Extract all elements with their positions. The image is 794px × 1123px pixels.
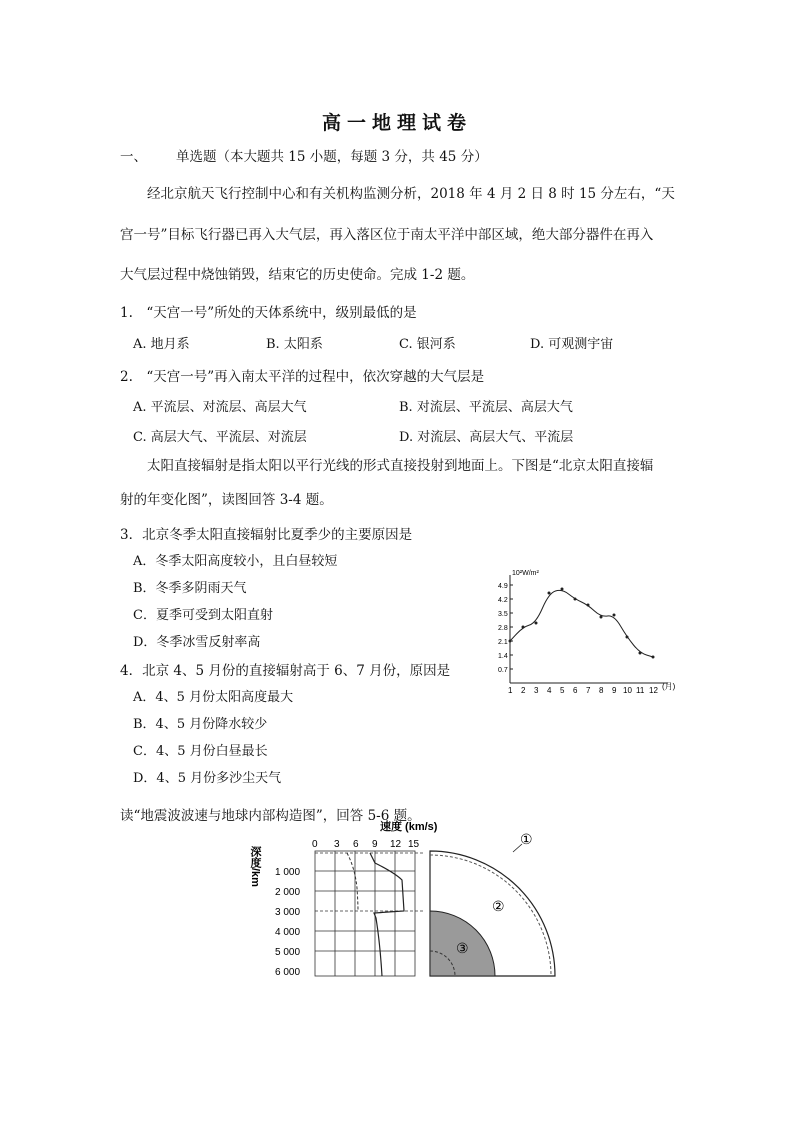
section-text: 单选题（本大题共 15 小题，每题 3 分，共 45 分）	[176, 149, 488, 165]
question-3-option-a[interactable]: A．冬季太阳高度较小，且白昼较短	[133, 554, 338, 569]
chart-data-point	[626, 636, 629, 639]
velocity-grid	[315, 851, 415, 976]
chart-x-tick-label: 5	[560, 686, 565, 695]
chart-x-tick-label: 11	[636, 686, 645, 695]
passage2-line2: 射的年变化图”，读图回答 3-4 题。	[120, 492, 333, 508]
question-4-option-b[interactable]: B．4、5 月份降水较少	[133, 717, 268, 732]
page-title: 高一地理试卷	[321, 112, 472, 134]
passage1-line1: 经北京航天飞行控制中心和有关机构监测分析，2018 年 4 月 2 日 8 时 15 分左右，“天	[147, 186, 675, 202]
chart-data-point	[574, 598, 577, 601]
chart-x-tick-label: 4	[547, 686, 552, 695]
speed-tick-3: 3	[334, 839, 340, 850]
chart-y-tick-label: 3.5	[498, 611, 508, 618]
question-4-option-a[interactable]: A．4、5 月份太阳高度最大	[133, 690, 294, 705]
passage1-line3: 大气层过程中烧蚀销毁，结束它的历史使命。完成 1-2 题。	[120, 267, 475, 283]
question-2-option-a[interactable]: A. 平流层、对流层、高层大气	[133, 400, 307, 415]
chart-data-point	[652, 656, 655, 659]
chart-y-tick-label: 2.8	[498, 625, 508, 632]
chart-x-tick-label: 2	[521, 686, 526, 695]
chart-x-tick-label: 8	[599, 686, 604, 695]
question-1-stem: 1. “天宫一号”所处的天体系统中，级别最低的是	[120, 305, 417, 321]
marker-2: ②	[492, 898, 505, 914]
question-1-option-b[interactable]: B. 太阳系	[266, 337, 323, 352]
chart-data-point	[587, 604, 590, 607]
question-1-option-a[interactable]: A. 地月系	[133, 337, 190, 352]
question-4-option-d[interactable]: D．4、5 月份多沙尘天气	[133, 771, 282, 786]
chart-data-point	[509, 640, 512, 643]
marker-3: ③	[456, 940, 469, 956]
solar-radiation-chart	[498, 565, 698, 705]
chart-data-point	[639, 652, 642, 655]
chart-x-tick-label: 3	[534, 686, 539, 695]
depth-tick-6000: 6 000	[275, 967, 301, 978]
question-2-option-c[interactable]: C. 高层大气、平流层、对流层	[133, 430, 307, 445]
seismic-wave-figure-svg	[250, 818, 570, 993]
depth-tick-2000: 2 000	[275, 887, 301, 898]
speed-axis-label: 速度 (km/s)	[380, 821, 438, 833]
question-2-option-b[interactable]: B. 对流层、平流层、高层大气	[399, 400, 573, 415]
chart-data-point	[548, 592, 551, 595]
chart-y-tick-label: 2.1	[498, 639, 508, 646]
question-1-option-d[interactable]: D. 可观测宇宙	[530, 337, 614, 352]
chart-x-tick-label: 6	[573, 686, 578, 695]
chart-y-tick-label: 4.9	[498, 583, 508, 590]
passage2-line1: 太阳直接辐射是指太阳以平行光线的形式直接投射到地面上。下图是“北京太阳直接辐	[147, 458, 654, 474]
chart-data-point	[600, 616, 603, 619]
question-3-stem: 3．北京冬季太阳直接辐射比夏季少的主要原因是	[120, 527, 413, 543]
question-3-option-d[interactable]: D．冬季冰雪反射率高	[133, 635, 261, 650]
marker-1: ①	[520, 831, 533, 847]
chart-data-point	[522, 626, 525, 629]
chart-data-point	[561, 588, 564, 591]
speed-tick-6: 6	[353, 839, 359, 850]
speed-tick-0: 0	[312, 839, 318, 850]
speed-tick-12: 12	[390, 839, 402, 850]
question-1-option-c[interactable]: C. 银河系	[399, 337, 456, 352]
passage1-line2: 宫一号”目标飞行器已再入大气层，再入落区位于南太平洋中部区域，绝大部分器件在再入	[120, 227, 654, 243]
question-2-option-d[interactable]: D. 对流层、高层大气、平流层	[399, 430, 574, 445]
solar-radiation-chart-svg	[498, 565, 698, 705]
chart-x-tick-label: 9	[612, 686, 617, 695]
chart-x-tick-label: 7	[586, 686, 591, 695]
question-4-option-c[interactable]: C．4、5 月份白昼最长	[133, 744, 268, 759]
chart-x-tick-label: 12	[649, 686, 658, 695]
question-3-option-b[interactable]: B．冬季多阴雨天气	[133, 581, 247, 596]
chart-y-tick-label: 1.4	[498, 653, 508, 660]
s-wave-curve	[347, 853, 358, 911]
question-4-stem: 4．北京 4、5 月份的直接辐射高于 6、7 月份，原因是	[120, 663, 451, 679]
chart-x-tick-label: 1	[508, 686, 513, 695]
chart-x-axis-label: (月)	[662, 682, 676, 691]
depth-tick-4000: 4 000	[275, 927, 301, 938]
question-2-stem: 2. “天宫一号”再入南太平洋的过程中，依次穿越的大气层是	[120, 369, 485, 385]
depth-axis-label: 深度/km	[250, 846, 261, 887]
chart-data-point	[613, 614, 616, 617]
speed-tick-15: 15	[408, 839, 420, 850]
section-header	[120, 145, 488, 165]
marker-1-pointer	[513, 844, 522, 852]
chart-y-tick-label: 4.2	[498, 597, 508, 604]
speed-tick-9: 9	[372, 839, 378, 850]
chart-data-point	[535, 622, 538, 625]
chart-y-tick-label: 0.7	[498, 667, 508, 674]
question-3-option-c[interactable]: C．夏季可受到太阳直射	[133, 608, 273, 623]
passage3-line1: 读“地震波波速与地球内部构造图”，回答 5-6 题。	[120, 808, 421, 824]
depth-tick-5000: 5 000	[275, 947, 301, 958]
chart-x-tick-label: 10	[623, 686, 632, 695]
chart-series-line	[510, 590, 653, 657]
chart-y-axis-label: 10²W/m²	[512, 570, 539, 577]
seismic-wave-figure	[250, 818, 570, 993]
depth-tick-3000: 3 000	[275, 907, 301, 918]
section-number: 一、	[120, 149, 147, 165]
depth-tick-1000: 1 000	[275, 867, 301, 878]
